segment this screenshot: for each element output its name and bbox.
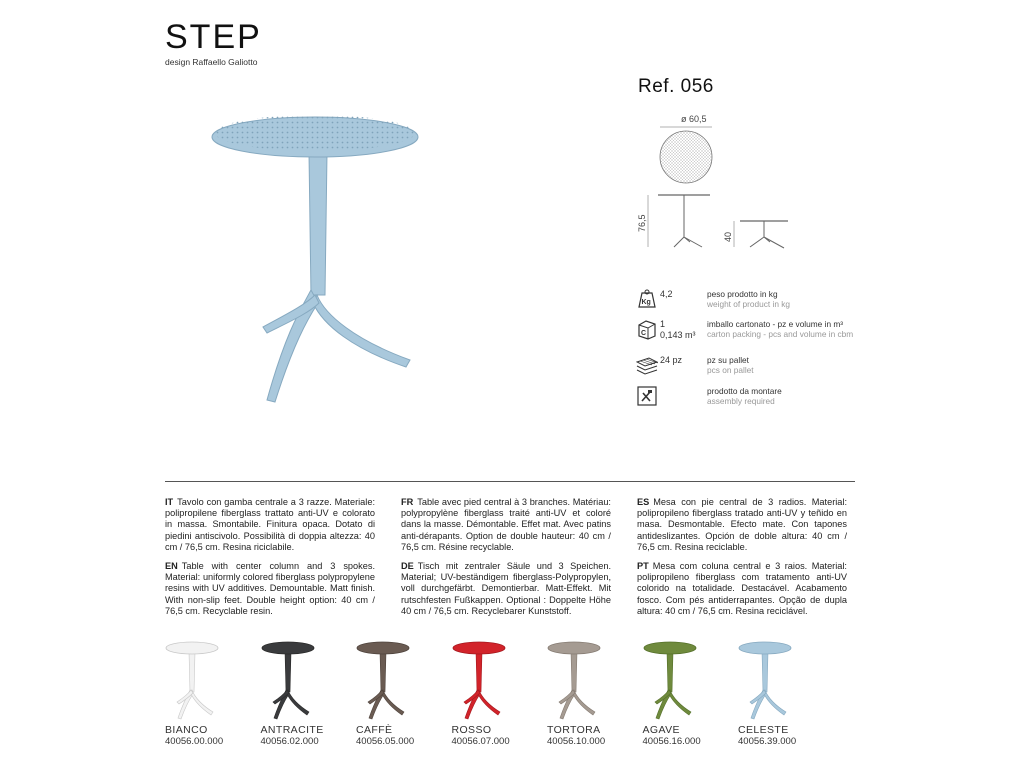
variant-table-image (261, 640, 321, 722)
description-text-pt: Mesa com coluna central e 3 raios. Material: polipropileno fiberglass com tratamento anti-UV colorido na totalidade. Destacável. Acabamento fosco. Com pés antiderrapantes. Opção de dupla altura: 40 cm / 76,5 cm. Resina reciclável. (637, 561, 847, 616)
variant-table-top (262, 642, 314, 654)
color-variant-celeste (738, 640, 834, 750)
color-variant-antracite (261, 640, 357, 750)
variant-table-top (453, 642, 505, 654)
section-divider (165, 481, 855, 482)
hero-table-top-pattern (215, 115, 415, 151)
spec-weight-label-it: peso prodotto in kg (707, 289, 778, 299)
spec-weight-label (707, 289, 790, 309)
color-variant-caffè (356, 640, 452, 750)
variant-name: BIANCO (165, 724, 208, 736)
description-text-fr: Table avec pied central à 3 branches. Matériau: polypropylène fiberglass traité anti-UV et coloré dans la masse. Démontable. Effet mat. Avec patins anti-dérapants. Option de double hauteur: 40 cm / 76,5 cm. Résine recyclable. (401, 497, 611, 552)
spec-pallet-label-it: pz su pallet (707, 355, 749, 365)
description-en (165, 561, 375, 617)
spec-pallet-value: 24 pz (660, 355, 683, 365)
variant-name: TORTORA (547, 724, 601, 736)
variant-name: ROSSO (451, 724, 492, 736)
variant-table-image (165, 640, 225, 722)
description-es (637, 497, 847, 553)
spec-assembly-label (707, 386, 782, 406)
color-variant-tortora (547, 640, 643, 750)
description-fr (401, 497, 611, 553)
variant-table-top (166, 642, 218, 654)
spec-weight-value: 4,2 (660, 289, 673, 299)
description-text-de: Tisch mit zentraler Säule und 3 Speichen. Material; UV-beständigem fiberglass-Polypropylen, voll durchgefärbt. Demontierbar. Matt-Effekt. Mit rutschfesten Fußkappen. Optional : Doppelte Höhe 40 cm / 76,5 cm. Recyclebarer Kunststoff. (401, 561, 611, 616)
variant-table-image (738, 640, 798, 722)
variant-table-top (739, 642, 791, 654)
variant-code: 40056.05.000 (356, 736, 415, 747)
lang-code-en: EN (165, 561, 178, 571)
variant-table-image (643, 640, 703, 722)
variant-name: CELESTE (738, 724, 789, 736)
svg-text:C: C (641, 330, 647, 337)
color-variant-bianco (165, 640, 261, 750)
variant-name: AGAVE (642, 724, 680, 736)
lang-code-de: DE (401, 561, 414, 571)
dimension-height-low: 40 (723, 231, 733, 242)
color-variant-rosso (452, 640, 548, 750)
color-variant-agave (643, 640, 739, 750)
weight-kg-icon (636, 288, 658, 310)
lang-code-es: ES (637, 497, 650, 507)
spec-assembly (636, 385, 876, 409)
spec-weight-label-en: weight of product in kg (707, 299, 791, 309)
description-pt (637, 561, 847, 617)
description-de (401, 561, 611, 617)
spec-pallet-label-en: pcs on pallet (707, 365, 754, 375)
variant-code: 40056.10.000 (547, 736, 606, 747)
svg-text:Kg: Kg (641, 299, 651, 306)
variant-code: 40056.00.000 (165, 736, 224, 747)
variant-table-top (357, 642, 409, 654)
spec-pallet-label (707, 355, 754, 375)
technical-drawing (630, 112, 810, 257)
top-view-outline (660, 131, 712, 183)
assembly-tools-icon (636, 385, 658, 407)
spec-carton (636, 318, 876, 342)
variant-code: 40056.39.000 (738, 736, 797, 747)
variant-name: ANTRACITE (260, 724, 324, 736)
carton-box-icon (636, 318, 658, 340)
spec-assembly-label-en: assembly required (707, 396, 775, 406)
spec-pallet (636, 354, 876, 378)
description-text-es: Mesa con pie central de 3 radios. Material: polipropileno fiberglass tratado anti-UV y teñido en masa. Desmontable. Efecto mate. Con tapones antideslizantes. Opción de doble altura: 40 cm / 76,5 cm. Resina reciclable. (637, 497, 847, 552)
description-it (165, 497, 375, 553)
variant-table-top (644, 642, 696, 654)
reference-number: Ref. 056 (638, 76, 714, 97)
product-title: STEP (165, 18, 262, 56)
lang-code-fr: FR (401, 497, 414, 507)
spec-carton-label-en: carton packing - pcs and volume in cbm (707, 329, 854, 339)
lang-code-pt: PT (637, 561, 649, 571)
variant-table-image (547, 640, 607, 722)
variant-table-image (452, 640, 512, 722)
hero-table-image (205, 105, 435, 410)
spec-weight (636, 288, 876, 312)
designer-credit: design Raffaello Galiotto (165, 57, 258, 67)
side-view-high (658, 195, 710, 247)
variant-name: CAFFÈ (356, 724, 393, 736)
spec-carton-label (707, 319, 853, 339)
description-text-it: Tavolo con gamba centrale a 3 razze. Materiale: polipropilene fiberglass trattato anti-UV e colorato in massa. Smontabile. Finitura opaca. Dotato di piedini antiscivolo. Possibilità di doppia altezza: 40 cm / 76,5 cm. Resina riciclabile. (165, 497, 375, 552)
lang-code-it: IT (165, 497, 174, 507)
dimension-height-high: 76,5 (637, 214, 647, 232)
hero-table-legs (263, 153, 410, 402)
variant-code: 40056.07.000 (451, 736, 510, 747)
variant-table-image (356, 640, 416, 722)
description-text-en: Table with center column and 3 spokes. Material: uniformly colored fiberglass polypropylene resins with UV additives. Demountable. Matt finish. With non-slip feet. Double height option: 40 cm / 76,5 cm. Recyclable resin. (165, 561, 375, 616)
variant-code: 40056.16.000 (642, 736, 701, 747)
spec-carton-label-it: imballo cartonato - pz e volume in m³ (707, 319, 844, 329)
spec-carton-value: 1 0,143 m³ (660, 319, 696, 340)
variant-code: 40056.02.000 (260, 736, 319, 747)
pallet-icon (636, 354, 658, 376)
spec-assembly-label-it: prodotto da montare (707, 386, 782, 396)
dimension-diameter: ø 60,5 (681, 114, 707, 124)
side-view-low (740, 221, 788, 248)
variant-table-top (548, 642, 600, 654)
